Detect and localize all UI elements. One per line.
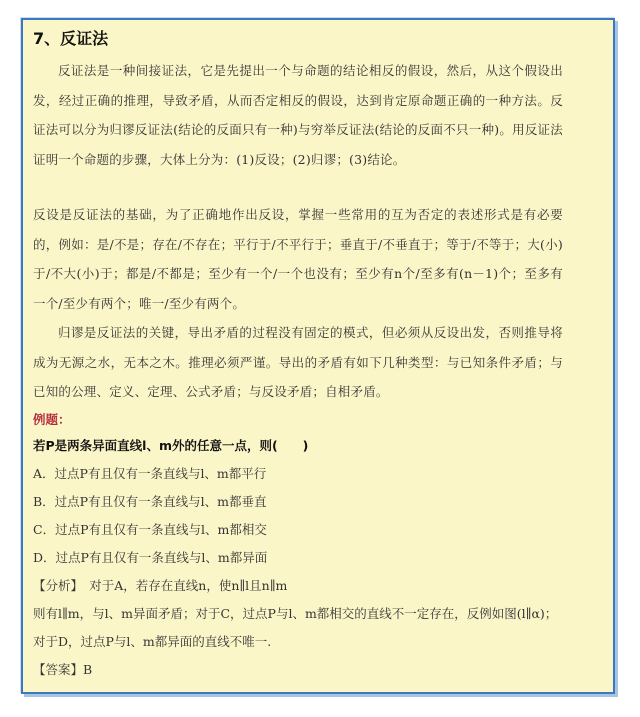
- option-b: B．过点P有且仅有一条直线与l、m都垂直: [33, 493, 267, 509]
- analysis-line-2: 则有l∥m，与l、m异面矛盾；对于C，过点P与l、m都相交的直线不一定存在，反例如图(l∥α)；: [33, 605, 558, 621]
- reductio-paragraph: 归谬是反证法的关键，导出矛盾的过程没有固定的模式，但必须从反设出发，否则推导将成为无源之水，无本之木。推理必须严谨。导出的矛盾有如下几种类型：与已知条件矛盾；与已知的公理、定义、定理、公式矛盾；与反设矛盾；自相矛盾。: [33, 325, 563, 399]
- analysis-line-3: 对于D，过点P与l、m都异面的直线不唯一.: [33, 633, 272, 649]
- answer-line: 【答案】B: [33, 661, 93, 677]
- section-title: 7、反证法: [33, 29, 109, 48]
- example-question: 若P是两条异面直线l、m外的任意一点，则( ): [33, 437, 309, 453]
- paragraph-gap: [33, 174, 563, 200]
- intro-paragraph: 反证法是一种间接证法，它是先提出一个与命题的结论相反的假设，然后，从这个假设出发，经过正确的推理，导致矛盾，从而否定相反的假设，达到肯定原命题正确的一种方法。反证法可以分为归谬反证法(结论的反面只有一种)与穷举反证法(结论的反面不只一种)。用反证法证明一个命题的步骤，大体上分为：(1)反设；(2)归谬；(3)结论。: [33, 63, 563, 167]
- option-a: A．过点P有且仅有一条直线与l、m都平行: [33, 465, 267, 481]
- option-c: C．过点P有且仅有一条直线与l、m都相交: [33, 521, 267, 537]
- document-content: [33, 26, 563, 684]
- option-d: D．过点P有且仅有一条直线与l、m都异面: [33, 549, 268, 565]
- assumption-paragraph: 反设是反证法的基础，为了正确地作出反设，掌握一些常用的互为否定的表述形式是有必要的，例如：是/不是；存在/不存在；平行于/不平行于；垂直于/不垂直于；等于/不等于；大(小)于/不大(小)于；都是/不都是；至少有一个/一个也没有；至少有n个/至多有(n－1)个；至多有一个/至少有两个；唯一/至少有两个。: [33, 207, 563, 311]
- analysis-line-1: 【分析】 对于A，若存在直线n，使n∥l且n∥m: [33, 577, 288, 593]
- example-label: 例题：: [33, 411, 71, 427]
